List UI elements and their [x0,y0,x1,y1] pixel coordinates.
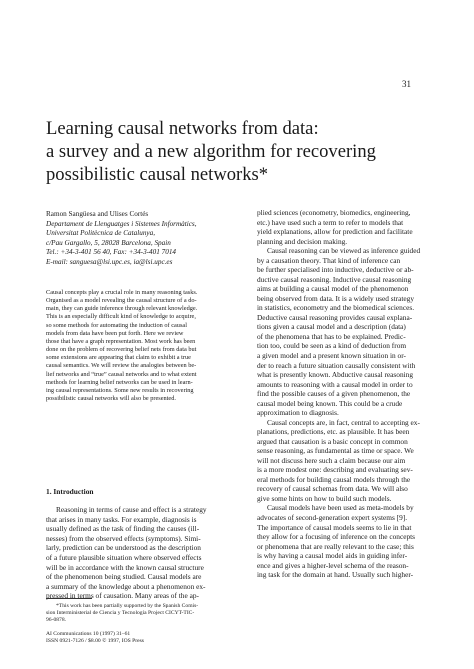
journal-line: AI Communications 10 (1997) 31–61 [46,631,131,637]
body-text-left [46,505,247,601]
affiliation-line: E-mail: sanguesa@lsi.upc.es, ia@lsi.upc.es [46,257,173,266]
text-line: der to reach a future situation causally consistent with [257,360,416,370]
text-line: find the possible causes of a given phenomenon, the [257,389,411,399]
text-line: Causal reasoning can be viewed as inference guided [267,246,421,256]
affiliation [46,220,251,268]
title-line: possibilistic causal networks* [46,164,269,185]
footnote [46,603,247,624]
text-line: advocates of second-generation expert systems [9]. [257,513,408,522]
abstract-line: done on the problem of recovering belief nets from data but [46,346,197,354]
text-line: planations, predictions, etc. as plausible. It has been [257,427,410,437]
text-line: recovery of causal schemas from data. We will also [257,484,408,494]
abstract-line: so some methods for automating the induction of causal [46,321,187,329]
text-line: plied sciences (econometry, biomedics, engineering, [257,208,411,217]
text-line: a summary of the knowledge about a phenomenon ex- [46,581,206,591]
abstract-line: lief networks and “true” causal networks and to what extent [46,370,197,378]
body-text-right [257,208,458,580]
affiliation-line: Departament de Llenguatges i Sistemes Informàtics, [46,219,197,228]
text-line: ing task for the domain at hand. Usually such higher- [257,570,414,580]
text-line: be further specialised into inductive, deductive or ab- [257,265,414,275]
title-line: a survey and a new algorithm for recovering [46,141,376,162]
text-line: larly, prediction can be understood as the description [46,543,201,553]
text-line: eral methods for building causal models through the [257,474,411,484]
text-line: sense reasoning, as fundamental as time or space. We [257,446,414,456]
abstract-line: some extensions are appearing that claim to exhibit a true [46,354,191,362]
footnote-line: sion Interministerial de Ciencia y Tecnología Project CICYT-TIC- [46,610,195,616]
affiliation-line: c/Pau Gargallo, 5, 28028 Barcelona, Spain [46,238,171,247]
journal-info [46,631,247,645]
text-line: or phenomena that are really relevant to the case; this [257,541,414,551]
section-heading: 1. Introduction [46,487,94,496]
text-line: by a causation theory. That kind of inference can [257,255,401,265]
text-line: of a future plausible situation where observed effects [46,552,202,562]
affiliation-line: Tel.: +34-3-401 56 40, Fax: +34-3-401 7014 [46,248,177,256]
title-line: Learning causal networks from data: [46,118,319,139]
author-block [46,210,251,267]
abstract-line: This is an especially difficult kind of knowledge to acquire, [46,313,196,321]
text-line: ence and gives a higher-level schema of the reason- [257,560,409,570]
text-line: what is presently known. Abductive causal reasoning [257,370,414,380]
text-line: Causal models have been used as meta-models by [267,503,414,513]
text-line: Causal concepts are, in fact, central to accepting ex- [267,417,420,427]
text-line: is why having a causal model aids in guiding infer- [257,551,408,561]
text-line: of the phenomena that has to be explained. Predic- [257,331,406,341]
abstract-line: ing causal representations. Some new results in recovering [46,386,194,394]
abstract-line: those that have a graph representation. Most work has been [46,337,196,345]
text-line: Reasoning in terms of cause and effect is a strategy [56,505,207,514]
text-line: nesses) from the observed effects (symptoms). Simi- [46,533,201,543]
abstract-line: possibilistic causal networks will also be presented. [46,395,176,403]
text-line: aims at building a causal model of the phenomenon [257,284,409,294]
text-line: a given model and a present known situation in or- [257,350,406,360]
text-line: amounts to reasoning with a causal model in order to [257,379,413,389]
text-line: pressed in terms of causation. Many areas of the ap- [46,591,199,601]
text-line: yield explanations, allow for prediction and facilitate [257,227,413,237]
text-line: is a more modest one: describing and evaluating sev- [257,465,413,475]
text-line: The importance of causal models seems to lie in that [257,522,412,532]
affiliation-line: Universitat Politècnica de Catalunya, [46,229,155,237]
author-names: Ramon Sangüesa and Ulises Cortés [46,210,149,218]
text-line: will not discuss here such a claim because our aim [257,455,406,465]
abstract-line: models from data have been put forth. Here we review [46,329,184,337]
abstract-line: methods for learning belief networks can be used in learn- [46,378,193,386]
text-line: argued that causation is a basic concept in common [257,436,408,446]
text-line: Deductive causal reasoning provides causal explana- [257,312,413,322]
footnote-line: 96-0878. [46,617,67,623]
text-line: planning and decision making. [257,236,348,246]
abstract-line: Organised as a model revealing the causal structure of a do- [46,297,197,305]
text-line: causal model being known. This could be a crude [257,398,403,408]
journal-line: ISSN 0921-7126 / $8.00 © 1997, IOS Press [46,638,144,645]
text-line: usually defined as the task of finding the causes (ill- [46,524,200,534]
text-line: approximation to diagnosis. [257,408,339,418]
footnote-rule [46,598,92,599]
text-line: in statistics, econometry and the biomedical sciences. [257,303,415,313]
text-line: tions given a causal model and a description (data) [257,322,406,332]
abstract-line: causal semantics. We will review the analogies between be- [46,362,197,370]
text-line: etc.) have used such a term to refer to models that [257,217,404,227]
text-line: that arises in many tasks. For example, diagnosis is [46,514,197,524]
text-line: ductive causal reasoning. Inductive causal reasoning [257,274,412,284]
text-line: being observed from data. It is a widely used strategy [257,293,415,303]
abstract [46,289,247,403]
footnote-line: *This work has been partially supported by the Spanish Comis- [56,603,199,609]
text-line: give some hints on how to build such models. [257,493,392,503]
abstract-line: Causal concepts play a crucial role in many reasoning tasks. [46,289,198,296]
text-line: will be in accordance with the known causal structure [46,562,204,572]
text-line: tion too, could be seen as a kind of deduction from [257,341,407,351]
paper-title [46,117,446,186]
text-line: they allow for a focusing of inference on the concepts [257,532,416,542]
text-line: of the phenomenon being studied. Causal models are [46,572,202,582]
abstract-line: main, they can guide inference through relevant knowledge. [46,305,198,313]
page-number: 31 [402,79,411,89]
